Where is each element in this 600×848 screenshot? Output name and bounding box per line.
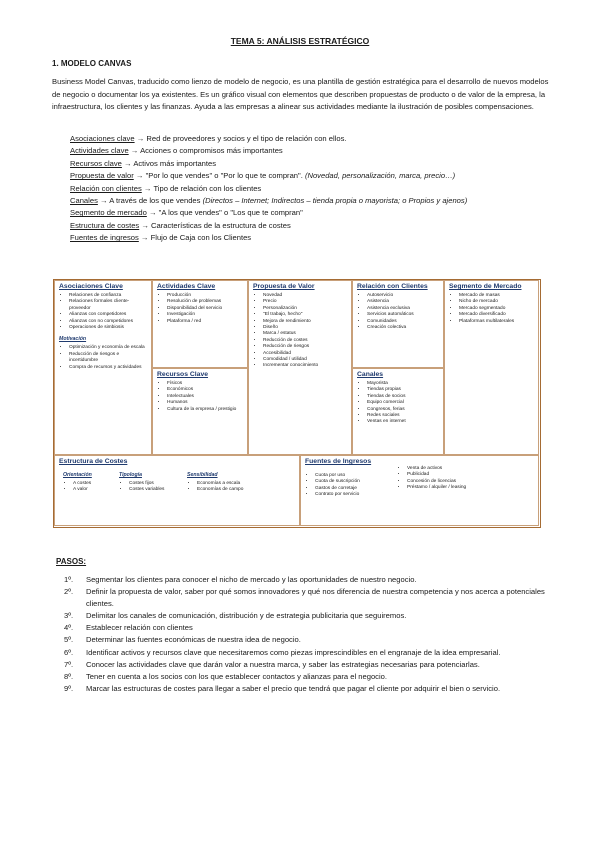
canvas-list-item: • Creación colectiva [367,325,439,331]
definition-text: → Características de la estructura de costes [139,220,291,230]
canvas-list-item: • Autoservicio [367,293,439,299]
step-item [64,586,554,610]
canvas-list-item: • Publicidad [407,472,537,478]
step-number: 8º. [64,671,74,681]
canvas-list-item: • Comodidad / utilidad [263,357,347,363]
step-text: Identificar activos y recursos clave que necesitaremos como piezas imprescindibles en el engranaje de la idea empresarial. [86,647,501,657]
canvas-list-item: • Mercado de masas [459,293,534,299]
sensitivity-list [187,481,297,494]
cost-orientation [63,472,123,494]
definition-item [70,145,550,157]
step-text: Tener en cuenta a los socios con los que establecer contactos y alianzas para el negocio. [86,671,387,681]
canvas-list-item: • Intelectuales [167,394,243,400]
revenue-list-1 [305,473,400,499]
definition-item [70,220,550,232]
motivation-label: Motivación [59,336,87,343]
channels-title: Canales [357,371,384,378]
canvas-list-item: • Asistencia [367,299,439,305]
canvas-customer-segments [444,280,539,455]
canvas-list-item: • Precio [263,299,347,305]
canvas-list-item: • Plataforma / red [167,319,243,325]
canvas-list-item: • Redes sociales [367,413,439,419]
key-activities-list [157,293,243,325]
canvas-list-item: • Ventas en internet [367,419,439,425]
canvas-list-item: • Humanos [167,400,243,406]
canvas-list-item: • Concesión de licencias [407,479,537,485]
canvas-list-item: • Costes variables [129,487,189,493]
canvas-list-item: • A valor [73,487,123,493]
step-text: Establecer relación con clientes [86,623,193,633]
steps-heading: PASOS: [56,557,87,566]
typology-list [119,481,189,494]
step-text: Conocer las actividades clave que darán valor a nuestra marca, y saber las estrategias necesarias para potenciarlas. [86,659,480,669]
definition-term: Estructura de costes [70,220,140,230]
canvas-list-item: • Operaciones de simbiosis [69,325,147,331]
canvas-list-item: • Relaciones de confianza [69,293,147,299]
canvas-list-item: • Resolución de problemas [167,299,243,305]
canvas-customer-relationships [352,280,444,368]
definition-item [70,133,550,145]
section-heading: 1. MODELO CANVAS [52,59,132,68]
canvas-channels [352,368,444,455]
key-resources-title: Recursos Clave [157,371,209,378]
canvas-list-item: • Equipo comercial [367,400,439,406]
revenue-col-2 [397,463,537,492]
orientation-label: Orientación [63,472,92,478]
canvas-list-item: • Optimización y economía de escala [69,345,147,351]
motivation-list [59,345,147,371]
step-number: 2º. [64,587,74,597]
canvas-list-item: • Reducción de costes [263,338,347,344]
step-number: 9º. [64,683,74,693]
definition-term: Propuesta de valor [70,171,134,181]
typology-label: Tipología [119,472,142,478]
step-item [64,634,554,646]
canvas-list-item: • Cultura de la empresa / prestigio [167,407,243,413]
step-item [64,647,554,659]
step-number: 3º. [64,611,74,621]
canvas-list-item: • Comunidades [367,319,439,325]
canvas-list-item: • Venta de activos [407,466,537,472]
canvas-list-item: • Incrementar conocimiento [263,363,347,369]
customer-segments-list [449,293,534,325]
definition-extra: (Novedad, personalización, marca, precio…) [304,171,456,181]
cost-structure-title: Estructura de Costes [59,458,128,465]
canvas-list-item: • Reducción de riesgos e incertidumbre [69,352,147,365]
sensitivity-label: Sensibilidad [187,472,218,478]
definition-term: Canales [70,196,98,206]
canvas-list-item: • Relaciones formales cliente-proveedor [69,299,147,312]
step-item [64,671,554,683]
canvas-list-item: • Mercado segmentado [459,306,534,312]
canvas-list-item: • Asistencia exclusiva [367,306,439,312]
customer-relationships-title: Relación con Clientes [357,283,428,290]
definition-term: Actividades clave [70,146,129,156]
definition-item [70,170,550,182]
canvas-list-item: • Economías de campo [197,487,297,493]
definition-term: Asociaciones clave [70,134,135,143]
step-number: 4º. [64,623,74,633]
definition-text: → Acciones o compromisos más importantes [128,146,283,156]
channels-list [357,381,439,426]
definition-item [70,207,550,219]
canvas-list-item: • Personalización [263,306,347,312]
definition-extra: (Directos – Internet; Indirectos – tienda propia o mayorista; o Propios y ajenos) [202,196,468,206]
definition-term: Relación con clientes [70,183,142,193]
canvas-list-item: • A costes [73,481,123,487]
definition-text: → Red de proveedores y socios y el tipo de relación con ellos. [134,134,347,143]
canvas-list-item: • Cuota por uso [315,473,400,479]
canvas-list-item: • Físicos [167,381,243,387]
canvas-list-item: • Tiendas propias [367,387,439,393]
canvas-list-item: • Costes fijos [129,481,189,487]
canvas-list-item: • Marca / estatus [263,331,347,337]
canvas-list-item: • Disponibilidad del servicio [167,306,243,312]
business-model-canvas [53,279,541,528]
canvas-list-item: • Nicho de mercado [459,299,534,305]
key-partners-title: Asociaciones Clave [59,283,123,290]
customer-relationships-list [357,293,439,331]
canvas-list-item: • "El trabajo, hecho" [263,312,347,318]
definitions-list [70,133,550,245]
canvas-list-item: • Alianzas con competidores [69,312,147,318]
canvas-list-item: • Novedad [263,293,347,299]
steps-list [64,574,554,695]
canvas-list-item: • Mercado diversificado [459,312,534,318]
definition-item [70,183,550,195]
key-activities-title: Actividades Clave [157,283,216,290]
canvas-key-activities [152,280,248,368]
canvas-list-item: • Investigación [167,312,243,318]
definition-term: Fuentes de ingresos [70,233,139,243]
step-number: 1º. [64,575,74,584]
canvas-list-item: • Préstamo / alquiler / leasing [407,485,537,491]
step-item [64,610,554,622]
revenue-col-1 [305,470,400,499]
step-text: Segmentar los clientes para conocer el nicho de mercado y las oportunidades de nuestro negocio. [86,575,417,584]
step-text: Determinar las fuentes económicas de nuestra idea de negocio. [86,635,301,645]
step-text: Delimitar los canales de comunicación, distribución y de estrategia publicitaria que seguiremos. [86,611,407,621]
revenue-list-2 [397,466,537,492]
canvas-list-item: • Tiendas de socios [367,394,439,400]
step-item [64,622,554,634]
definition-text: → "A los que vendes" o "Los que te compran" [146,208,303,218]
definition-text: → A través de los que vendes [97,196,203,206]
definition-text: → "Por lo que vendes" o "Por lo que te compran". [133,171,305,181]
step-item [64,574,554,586]
step-number: 7º. [64,659,74,669]
canvas-list-item: • Mejora de rendimiento [263,319,347,325]
customer-segments-title: Segmento de Mercado [449,283,522,290]
definition-item [70,195,550,207]
canvas-list-item: • Mayorista [367,381,439,387]
definition-item [70,158,550,170]
canvas-cost-structure [54,455,300,526]
key-partners-list [59,293,147,331]
canvas-value-proposition [248,280,352,455]
definition-item [70,232,550,244]
canvas-list-item: • Alianzas con no competidores [69,319,147,325]
key-resources-list [157,381,243,413]
canvas-list-item: • Economías a escala [197,481,297,487]
step-text: Definir la propuesta de valor, saber por qué somos innovadores y qué nos diferencia de nuestra competencia y nos acerca a potenciales clientes. [86,587,545,609]
intro-paragraph: Business Model Canvas, traducido como lienzo de modelo de negocio, es una plantilla de gestión estratégica para el desarrollo de nuevos modelos de negocio o documentar los ya existentes. Es un gráfico visual con elementos que describen propuestas de producto o de valor de la empresa, la infraestructura, los clientes y las finanzas. Ayuda a las empresas a alinear sus actividades mediante la ilustración de posibles compensaciones. [52,77,549,111]
canvas-list-item: • Cuota de suscripción [315,479,400,485]
definition-text: → Tipo de relación con los clientes [141,183,262,193]
step-item [64,683,554,695]
value-proposition-list [253,293,347,370]
canvas-list-item: • Económicos [167,387,243,393]
cost-typology [119,472,189,494]
page-title: TEMA 5: ANÁLISIS ESTRATÉGICO [230,36,370,46]
canvas-list-item: • Accesibilidad [263,351,347,357]
step-number: 5º. [64,635,74,645]
definition-term: Recursos clave [70,158,122,168]
canvas-list-item: • Congresos, ferias [367,407,439,413]
revenue-streams-title: Fuentes de Ingresos [305,458,372,465]
definition-term: Segmento de mercado [70,208,147,218]
canvas-list-item: • Contrato por servicio [315,492,400,498]
step-text: Marcar las estructuras de costes para llegar a saber el precio que tendrá que pagar el cliente por adquirir el bien o servicio. [86,683,501,693]
canvas-list-item: • Producción [167,293,243,299]
canvas-key-partners [54,280,152,455]
value-proposition-title: Propuesta de Valor [253,283,315,290]
canvas-revenue-streams [300,455,539,526]
step-item [64,659,554,671]
canvas-list-item: • Plataformas multilaterales [459,319,534,325]
step-number: 6º. [64,647,74,657]
canvas-key-resources [152,368,248,455]
canvas-list-item: • Reducción de riesgos [263,344,347,350]
canvas-list-item: • Gastos de corretaje [315,486,400,492]
canvas-list-item: • Compra de recursos y actividades [69,365,147,371]
canvas-list-item: • Servicios automáticos [367,312,439,318]
canvas-list-item: • Diseño [263,325,347,331]
definition-text: → Flujo de Caja con los Clientes [138,233,252,243]
definition-text: → Activos más importantes [121,158,217,168]
cost-sensitivity [187,472,297,494]
orientation-list [63,481,123,494]
